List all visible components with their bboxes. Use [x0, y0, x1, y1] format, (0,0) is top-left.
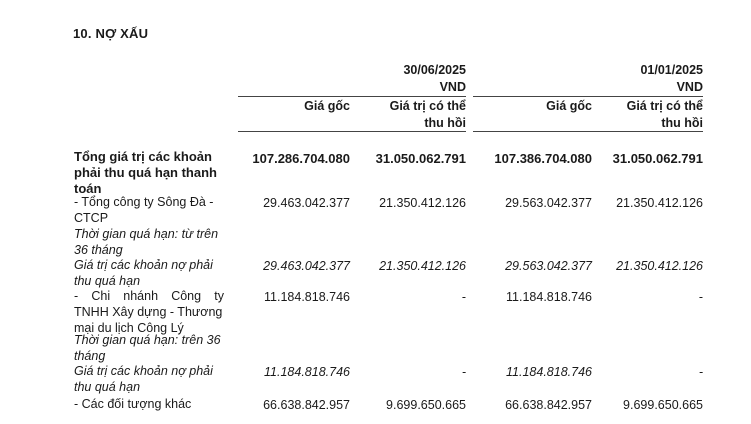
row-cong-ly-value-cost-1: 11.184.818.746 — [264, 365, 350, 379]
col-header-recoverable-1-line2: thu hồi — [424, 116, 466, 130]
row-song-da-value-recoverable-2: 21.350.412.126 — [616, 259, 703, 273]
row-total-label: Tổng giá trị các khoản phải thu quá hạn thanh toán — [74, 149, 217, 196]
row-song-da-label-line2: CTCP — [74, 211, 109, 225]
row-song-da-value-label: Giá trị các khoản nợ phải thu quá hạn — [74, 258, 213, 288]
row-cong-ly-label-line3: mại du lịch Công Lý — [74, 321, 184, 335]
row-others-recoverable-1: 9.699.650.665 — [386, 398, 466, 412]
row-song-da-recoverable-2: 21.350.412.126 — [616, 196, 703, 210]
row-others-cost-1: 66.638.842.957 — [263, 398, 350, 412]
row-total-recoverable-2: 31.050.062.791 — [612, 151, 703, 166]
row-cong-ly-recoverable-1: - — [461, 290, 466, 304]
row-total-recoverable-1: 31.050.062.791 — [375, 151, 466, 166]
row-total-cost-1: 107.286.704.080 — [252, 151, 350, 166]
period-date-2: 01/01/2025 — [640, 63, 703, 77]
row-cong-ly-cost-2: 11.184.818.746 — [506, 290, 592, 304]
col-header-recoverable-2-line1: Giá trị có thể — [626, 99, 703, 113]
row-cong-ly-label-line1: - Chi nhánh Công ty — [74, 289, 224, 303]
row-cong-ly-recoverable-2: - — [698, 290, 703, 304]
period-currency-2: VND — [676, 80, 703, 94]
row-song-da-cost-1: 29.463.042.377 — [263, 196, 350, 210]
col-header-recoverable-1-line1: Giá trị có thể — [389, 99, 466, 113]
col-header-recoverable-2-line2: thu hồi — [661, 116, 703, 130]
period-rule-2 — [473, 96, 703, 97]
period-rule-1 — [238, 96, 466, 97]
section-title: 10. NỢ XẤU — [73, 26, 149, 41]
row-song-da-value-cost-1: 29.463.042.377 — [263, 259, 350, 273]
row-cong-ly-value-label: Giá trị các khoản nợ phải thu quá hạn — [74, 364, 213, 394]
row-song-da-overdue-label: Thời gian quá hạn: từ trên 36 tháng — [74, 227, 219, 257]
row-cong-ly-label-line2: TNHH Xây dựng - Thương — [74, 305, 223, 319]
row-cong-ly-value-recoverable-1: - — [461, 365, 466, 379]
row-cong-ly-value-recoverable-2: - — [698, 365, 703, 379]
row-song-da-recoverable-1: 21.350.412.126 — [379, 196, 466, 210]
row-cong-ly-value-cost-2: 11.184.818.746 — [506, 365, 592, 379]
row-song-da-value-cost-2: 29.563.042.377 — [505, 259, 592, 273]
row-others-recoverable-2: 9.699.650.665 — [623, 398, 703, 412]
row-song-da-cost-2: 29.563.042.377 — [505, 196, 592, 210]
row-song-da-label-line1: - Tổng công ty Sông Đà - — [74, 195, 214, 209]
row-total-cost-2: 107.386.704.080 — [494, 151, 592, 166]
col-header-cost-1: Giá gốc — [304, 99, 350, 113]
header-rule-1 — [238, 131, 466, 132]
row-song-da-value-recoverable-1: 21.350.412.126 — [379, 259, 466, 273]
row-cong-ly-overdue-label: Thời gian quá hạn: trên 36 tháng — [74, 333, 221, 363]
period-currency-1: VND — [439, 80, 466, 94]
col-header-cost-2: Giá gốc — [546, 99, 592, 113]
row-cong-ly-cost-1: 11.184.818.746 — [264, 290, 350, 304]
period-date-1: 30/06/2025 — [403, 63, 466, 77]
header-rule-2 — [473, 131, 703, 132]
row-others-label: - Các đối tượng khác — [74, 397, 192, 411]
row-others-cost-2: 66.638.842.957 — [505, 398, 592, 412]
